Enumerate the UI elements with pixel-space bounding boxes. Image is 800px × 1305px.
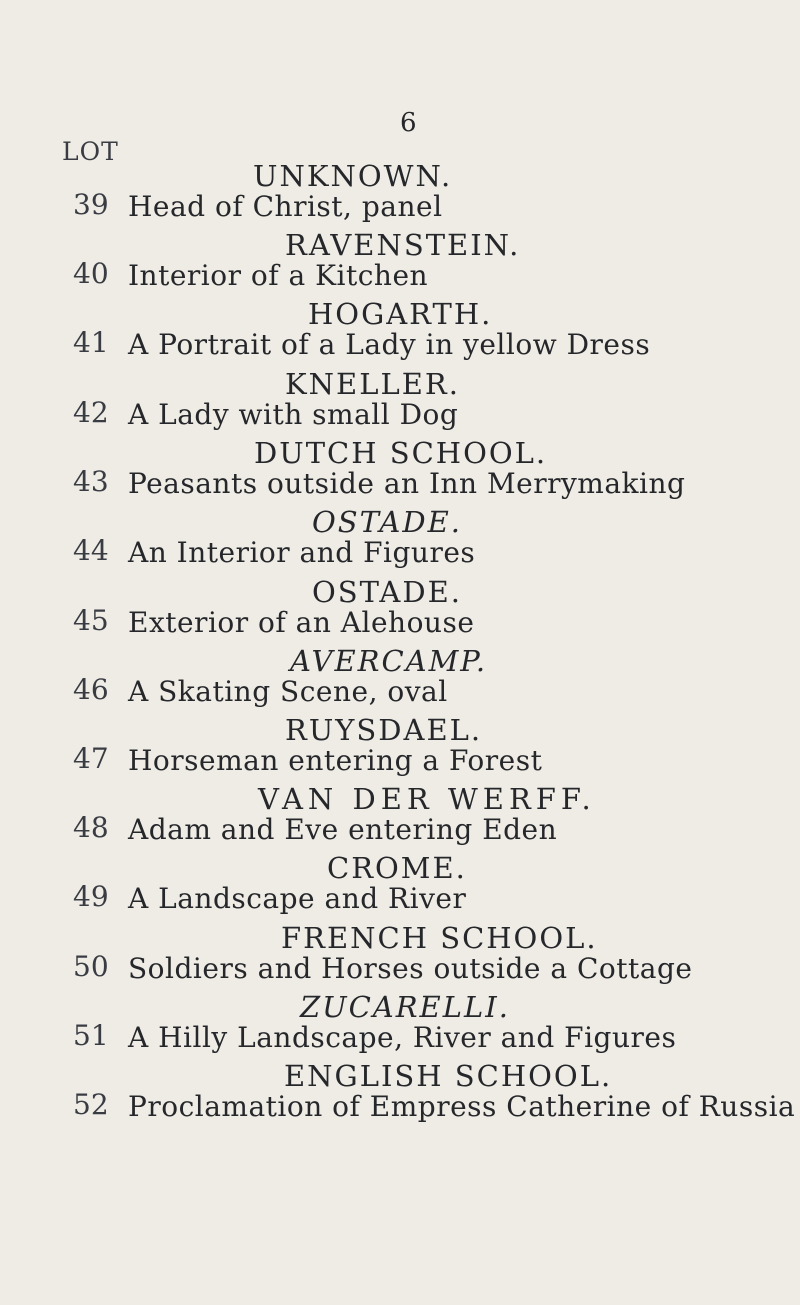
painting-title: Exterior of an Alehouse	[128, 606, 475, 639]
artist-name: HOGARTH.	[308, 297, 493, 331]
artist-name: FRENCH SCHOOL.	[281, 921, 598, 955]
painting-title: Proclamation of Empress Catherine of Russia	[128, 1090, 796, 1123]
lot-number: 43	[73, 465, 109, 498]
lot-entry	[0, 713, 800, 793]
lot-number: 45	[73, 604, 109, 637]
artist-name: VAN DER WERFF.	[258, 782, 596, 816]
artist-name: RUYSDAEL.	[285, 713, 483, 747]
artist-name: KNELLER.	[285, 367, 460, 401]
lot-number: 46	[73, 673, 109, 706]
lot-number: 48	[73, 811, 109, 844]
artist-name: CROME.	[327, 851, 467, 885]
lot-column-heading: LOT	[62, 137, 119, 166]
painting-title: Peasants outside an Inn Merrymaking	[128, 467, 686, 500]
lot-entry	[0, 990, 800, 1070]
lot-entry	[0, 1059, 800, 1139]
lot-entry	[0, 297, 800, 377]
painting-title: Horseman entering a Forest	[128, 744, 543, 777]
painting-title: A Hilly Landscape, River and Figures	[128, 1021, 677, 1054]
painting-title: Adam and Eve entering Eden	[128, 813, 558, 846]
artist-name: DUTCH SCHOOL.	[254, 436, 548, 470]
painting-title: A Skating Scene, oval	[128, 675, 448, 708]
artist-name: UNKNOWN.	[253, 159, 453, 193]
lot-number: 41	[73, 326, 109, 359]
lot-entry	[0, 367, 800, 447]
artist-name: OSTADE.	[312, 505, 462, 539]
page-number: 6	[400, 108, 417, 138]
lot-entry	[0, 921, 800, 1001]
painting-title: An Interior and Figures	[128, 536, 476, 569]
lot-entry	[0, 644, 800, 724]
lot-number: 49	[73, 880, 109, 913]
lot-number: 47	[73, 742, 109, 775]
painting-title: A Portrait of a Lady in yellow Dress	[128, 328, 651, 361]
painting-title: A Landscape and River	[128, 882, 467, 915]
painting-title: Soldiers and Horses outside a Cottage	[128, 952, 693, 985]
painting-title: A Lady with small Dog	[128, 398, 459, 431]
painting-title: Head of Christ, panel	[128, 190, 443, 223]
lot-number: 51	[73, 1019, 109, 1052]
lot-entry	[0, 575, 800, 655]
lot-number: 40	[73, 257, 109, 290]
lot-number: 39	[73, 188, 109, 221]
lot-entry	[0, 505, 800, 585]
lot-number: 52	[73, 1088, 109, 1121]
lot-number: 42	[73, 396, 109, 429]
lot-entry	[0, 159, 800, 239]
lot-entry	[0, 436, 800, 516]
lot-entry	[0, 851, 800, 931]
artist-name: ZUCARELLI.	[300, 990, 510, 1024]
artist-name: RAVENSTEIN.	[285, 228, 521, 262]
artist-name: ENGLISH SCHOOL.	[284, 1059, 613, 1093]
artist-name: OSTADE.	[312, 575, 462, 609]
artist-name: AVERCAMP.	[290, 644, 488, 678]
lot-number: 44	[73, 534, 109, 567]
lot-entry	[0, 228, 800, 308]
lot-entry	[0, 782, 800, 862]
lot-number: 50	[73, 950, 109, 983]
painting-title: Interior of a Kitchen	[128, 259, 429, 292]
